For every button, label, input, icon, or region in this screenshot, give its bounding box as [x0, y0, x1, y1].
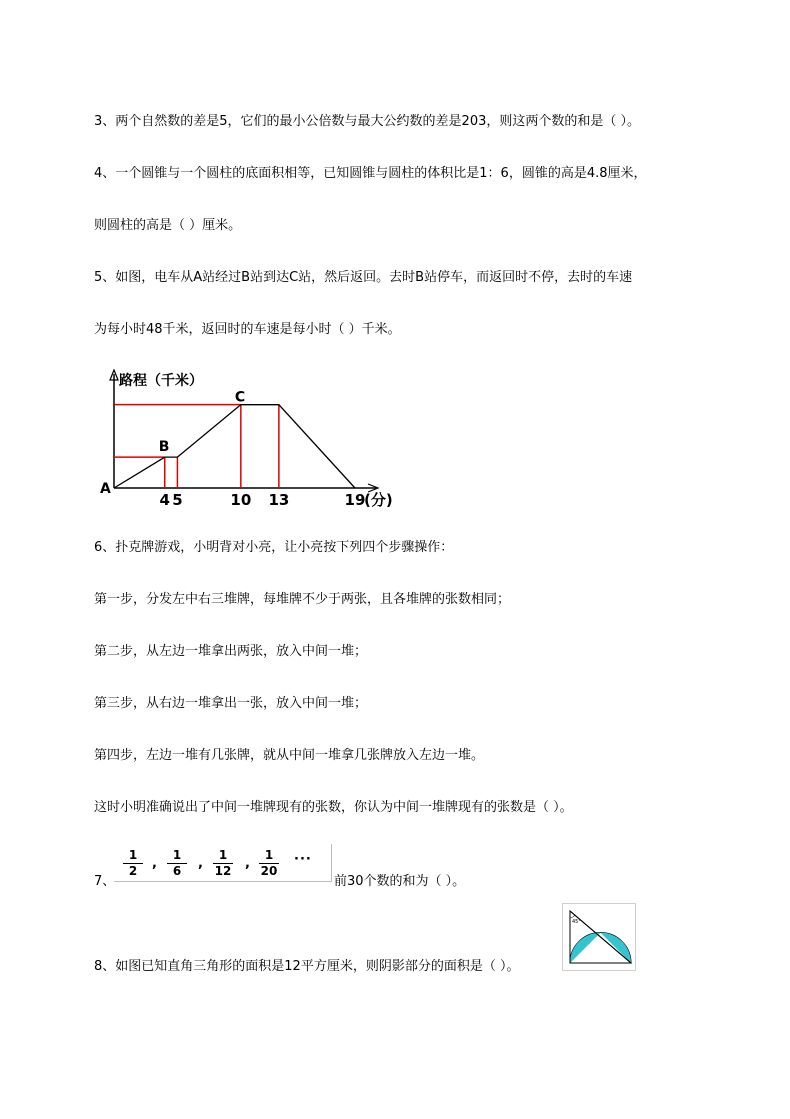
question-7-prefix: 7、 — [94, 874, 116, 889]
x-axis-unit: (分) — [363, 491, 393, 509]
x-tick-13: 13 — [268, 491, 290, 509]
point-label-A: A — [100, 481, 111, 497]
fraction-comma: , — [245, 856, 250, 871]
question-6-step-4: 第四步，左边一堆有几张牌，就从中间一堆拿几张牌放入左边一堆。 — [94, 748, 485, 763]
point-label-C: C — [234, 389, 246, 406]
question-4-line-2: 则圆柱的高是（ ）厘米。 — [94, 218, 242, 233]
angle-label: 45° — [572, 919, 581, 925]
question-3: 3、两个自然数的差是5，它们的最小公倍数与最大公约数的差是203，则这两个数的和是（ ）。 — [94, 114, 640, 129]
triangle-semicircle-figure — [562, 903, 636, 971]
question-6-step-1: 第一步，分发左中右三堆牌，每堆牌不少于两张，且各堆牌的张数相同； — [94, 592, 511, 607]
point-label-B: B — [158, 439, 170, 456]
x-tick-10: 10 — [230, 491, 252, 509]
fraction-comma: , — [152, 856, 157, 871]
fraction-comma: , — [198, 856, 203, 871]
y-axis-label: 路程（千米） — [119, 373, 203, 389]
route-line — [114, 405, 355, 488]
x-tick-4: 4 — [159, 491, 170, 509]
fraction-1: 1 2 — [120, 849, 146, 878]
question-5-line-1: 5、如图，电车从A站经过B站到达C站，然后返回。去时B站停车，而返回时不停，去时的车速 — [94, 270, 633, 285]
question-8: 8、如图已知直角三角形的面积是12平方厘米，则阴影部分的面积是（ ）。 — [94, 959, 520, 974]
fraction-3: 1 12 — [214, 848, 232, 878]
question-6-step-3: 第三步，从右边一堆拿出一张，放入中间一堆； — [94, 696, 368, 711]
question-5-line-2: 为每小时48千米，返回时的车速是每小时（ ）千米。 — [94, 322, 401, 337]
fraction-sequence-image — [114, 844, 332, 882]
x-tick-19: 19 — [344, 491, 366, 509]
question-6-step-2: 第二步，从左边一堆拿出两张，放入中间一堆； — [94, 644, 368, 659]
route-chart — [96, 362, 406, 512]
question-6-question: 这时小明准确说出了中间一堆牌现有的张数，你认为中间一堆牌现有的张数是（ ）。 — [94, 800, 573, 815]
fraction-ellipsis: ··· — [294, 852, 312, 867]
x-tick-5: 5 — [172, 491, 183, 509]
fraction-4: 1 20 — [260, 848, 278, 878]
question-4-line-1: 4、一个圆锥与一个圆柱的底面积相等，已知圆锥与圆柱的体积比是1：6，圆锥的高是4.8厘米， — [94, 166, 647, 181]
fraction-2: 1 6 — [164, 849, 190, 878]
question-7-suffix: 前30个数的和为（ ）。 — [334, 874, 466, 889]
question-6-intro: 6、扑克牌游戏，小明背对小亮，让小亮按下列四个步骤操作： — [94, 540, 454, 555]
